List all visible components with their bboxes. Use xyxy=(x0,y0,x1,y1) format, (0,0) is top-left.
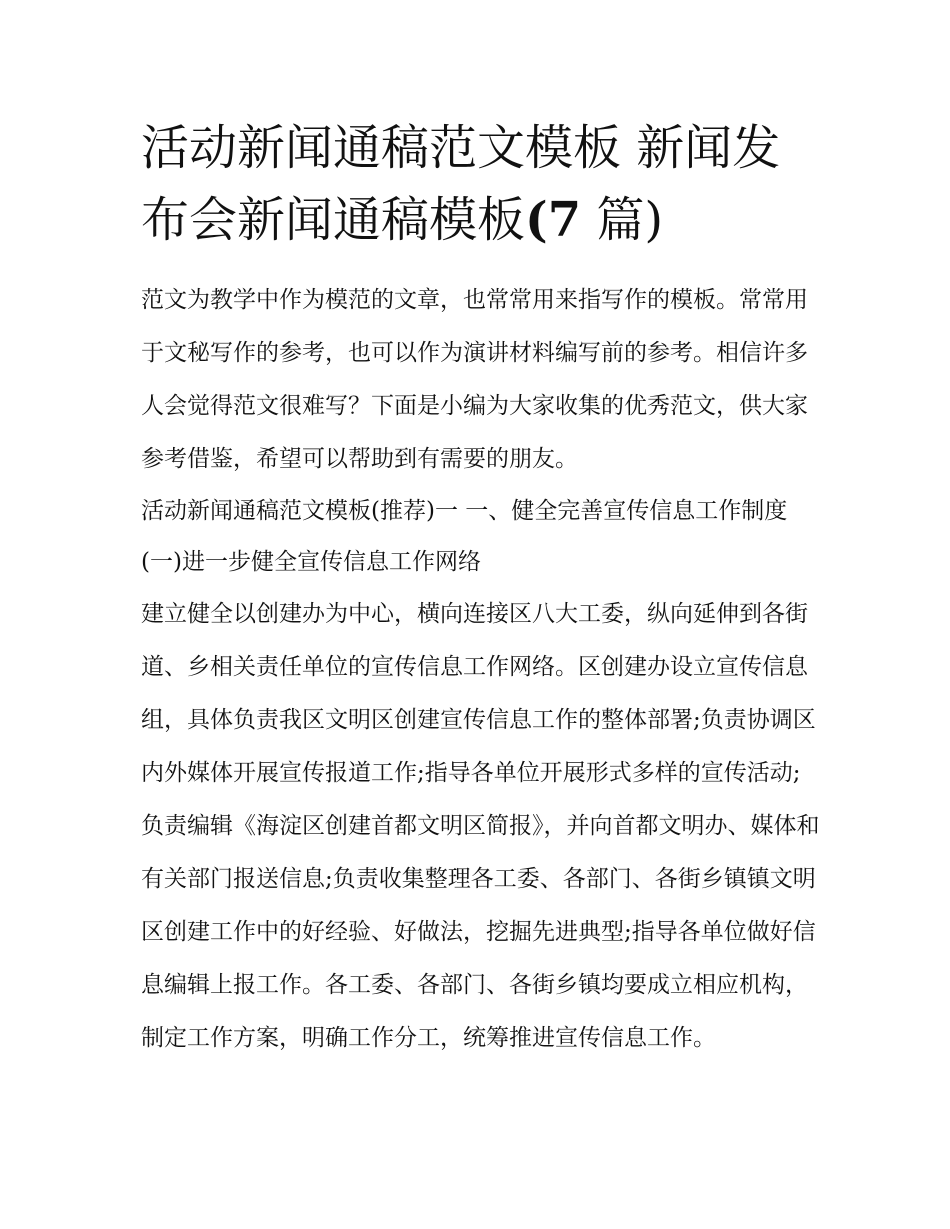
document-body xyxy=(141,274,821,1065)
document-title xyxy=(141,112,821,256)
body-paragraph: 建立健全以创建办为中心，横向连接区八大工委，纵向延伸到各街道、乡相关责任单位的宣传信息工作网络。区创建办设立宣传信息组，具体负责我区文明区创建宣传信息工作的整体部署;负责协调区内外媒体开展宣传报道工作;指导各单位开展形式多样的宣传活动;负责编辑《海淀区创建首都文明区简报》，并向首都文明办、媒体和有关部门报送信息;负责收集整理各工委、各部门、各街乡镇镇文明区创建工作中的好经验、好做法，挖掘先进典型;指导各单位做好信息编辑上报工作。各工委、各部门、各街乡镇均要成立相应机构，制定工作方案，明确工作分工，统筹推进宣传信息工作。 xyxy=(141,601,820,1051)
title-line-2-count: (7 xyxy=(525,192,582,248)
title-line-2-prefix: 布会新闻通稿模板 xyxy=(141,192,526,248)
title-line-1: 活动新闻通稿范文模板 新闻发 xyxy=(141,120,781,176)
intro-paragraph: 范文为教学中作为模范的文章，也常常用来指写作的模板。常常用于文秘写作的参考，也可以作为演讲材料编写前的参考。相信许多人会觉得范文很难写？下面是小编为大家收集的优秀范文，供大家参考借鉴，希望可以帮助到有需要的朋友。 xyxy=(141,287,808,472)
section-heading: 活动新闻通稿范文模板(推荐)一 一、健全完善宣传信息工作制度 (一)进一步健全宣传信息工作网络 xyxy=(141,498,788,575)
title-line-2-suffix: 篇) xyxy=(581,192,664,248)
